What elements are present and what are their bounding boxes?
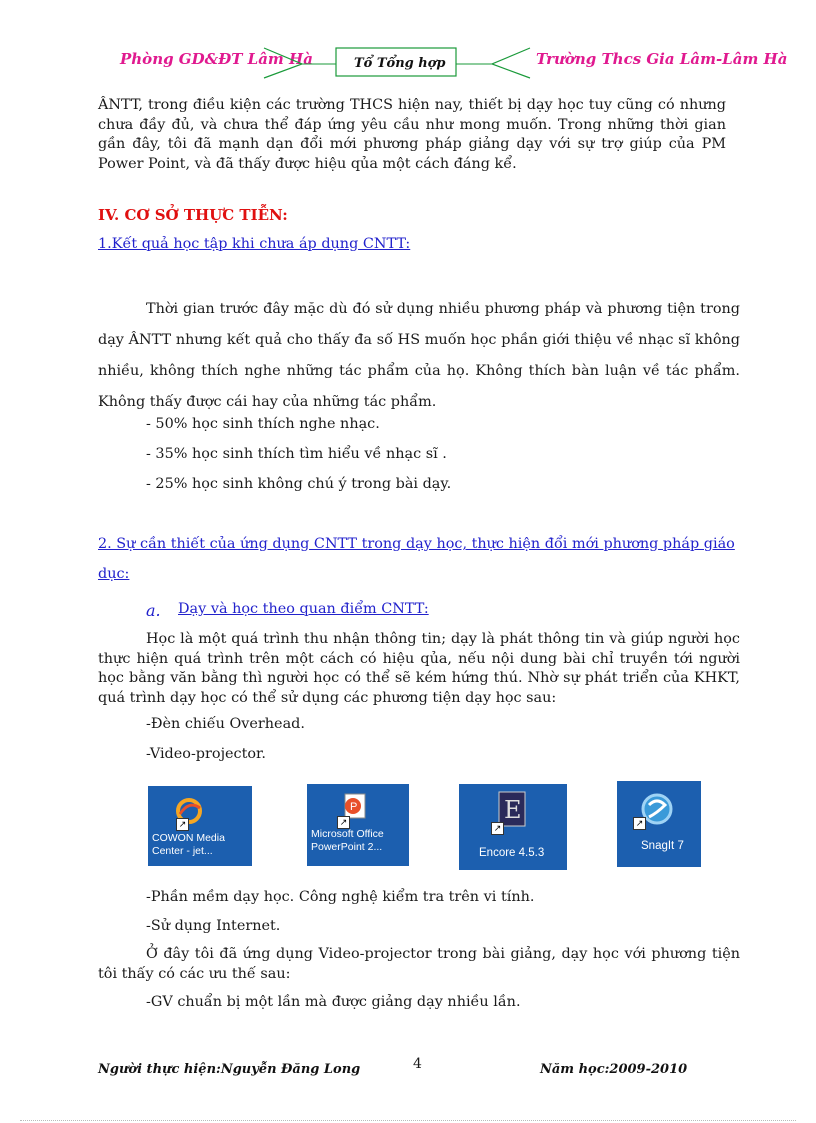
powerpoint-shortcut[interactable] bbox=[307, 784, 409, 866]
means-item: -Sử dụng Internet. bbox=[146, 918, 281, 934]
cowon-media-center-shortcut[interactable] bbox=[148, 786, 252, 866]
shortcut-arrow-icon: ↗ bbox=[176, 818, 189, 831]
section-heading-iv: IV. CƠ SỞ THỰC TIỄN: bbox=[98, 206, 288, 224]
svg-text:E: E bbox=[504, 796, 522, 824]
closing-paragraph: Ở đây tôi đã ứng dụng Video-projector trong bài giảng, dạy học với phương tiện tôi thấy có các ưu thế sau: bbox=[98, 946, 740, 982]
header-left: Phòng GD&ĐT Lâm Hà bbox=[120, 50, 313, 68]
icon-label: COWON Media Center - jet... bbox=[152, 832, 225, 857]
footer-author: Người thực hiện:Nguyễn Đăng Long bbox=[98, 1062, 361, 1077]
closing-item: -GV chuẩn bị một lần mà được giảng dạy nhiều lần. bbox=[146, 994, 521, 1010]
header-right: Trường Thcs Gia Lâm-Lâm Hà bbox=[536, 50, 788, 68]
snagit-shortcut[interactable] bbox=[617, 781, 701, 867]
sub1-paragraph: Thời gian trước đây mặc dù đó sử dụng nhiều phương pháp và phương tiện trong dạy ÂNTT nhưng kết quả cho thấy đa số HS muốn học phần giới thiệu về nhạc sĩ không nhiều, không thích nghe những tác phẩm của họ. Không thích bàn luận về tác phẩm. Không thấy được cái hay của những tác phẩm. bbox=[98, 301, 740, 410]
shortcut-arrow-icon: ↗ bbox=[337, 816, 350, 829]
subheading-2[interactable] bbox=[98, 536, 744, 552]
shortcut-arrow-icon: ↗ bbox=[491, 822, 504, 835]
means-item: -Phần mềm dạy học. Công nghệ kiểm tra trên vi tính. bbox=[146, 889, 535, 905]
footer-year: Năm học:2009-2010 bbox=[540, 1062, 688, 1077]
header-center: Tổ Tổng hợp bbox=[354, 56, 446, 71]
icon-label: SnagIt 7 bbox=[641, 840, 684, 852]
shortcut-arrow-icon: ↗ bbox=[633, 817, 646, 830]
subheading-2-line1: 2. Sự cần thiết của ứng dụng CNTT trong dạy học, thực hiện đổi mới phương pháp giáo bbox=[98, 536, 735, 552]
icon-label: Microsoft Office PowerPoint 2... bbox=[311, 828, 384, 853]
stat-item: - 50% học sinh thích nghe nhạc. bbox=[146, 416, 380, 432]
encore-shortcut[interactable] bbox=[459, 784, 567, 870]
stat-item: - 25% học sinh không chú ý trong bài dạy. bbox=[146, 476, 452, 492]
intro-paragraph: ÂNTT, trong điều kiện các trường THCS hiện nay, thiết bị dạy học tuy cũng có nhưng chưa đầy đủ, và chưa thể đáp ứng yêu cầu như mong muốn. Trong những thời gian gần đây, tôi đã mạnh dạn đổi mới phương pháp giảng dạy với sự trợ giúp của PM Power Point, và đã thấy được hiệu qủa một cách đáng kể. bbox=[98, 97, 726, 172]
subheading-2-line2[interactable]: dục: bbox=[98, 566, 130, 582]
sub-a-marker: a. bbox=[146, 601, 161, 620]
page-bottom-divider bbox=[20, 1120, 796, 1121]
sub-a-paragraph: Học là một quá trình thu nhận thông tin; dạy là phát thông tin và giúp người học thực hiện quá trình trên một cách có hiệu qủa, nếu nội dung bài chỉ truyền tới người học bằng văn bằng thì người học có thể sẽ kém hứng thú. Nhờ sự phát triển của KHKT, quá trình dạy học có thể sử dụng các phương tiện dạy học sau: bbox=[98, 631, 740, 706]
means-item: -Đèn chiếu Overhead. bbox=[146, 716, 305, 732]
page-number: 4 bbox=[413, 1056, 422, 1072]
subheading-1[interactable]: 1.Kết quả học tập khi chưa áp dụng CNTT: bbox=[98, 236, 411, 252]
stat-item: - 35% học sinh thích tìm hiểu về nhạc sĩ . bbox=[146, 446, 447, 462]
svg-text:P: P bbox=[350, 801, 358, 813]
means-item: -Video-projector. bbox=[146, 746, 266, 762]
sub-a-heading[interactable]: Dạy và học theo quan điểm CNTT: bbox=[178, 601, 429, 617]
icon-label: Encore 4.5.3 bbox=[479, 847, 545, 859]
